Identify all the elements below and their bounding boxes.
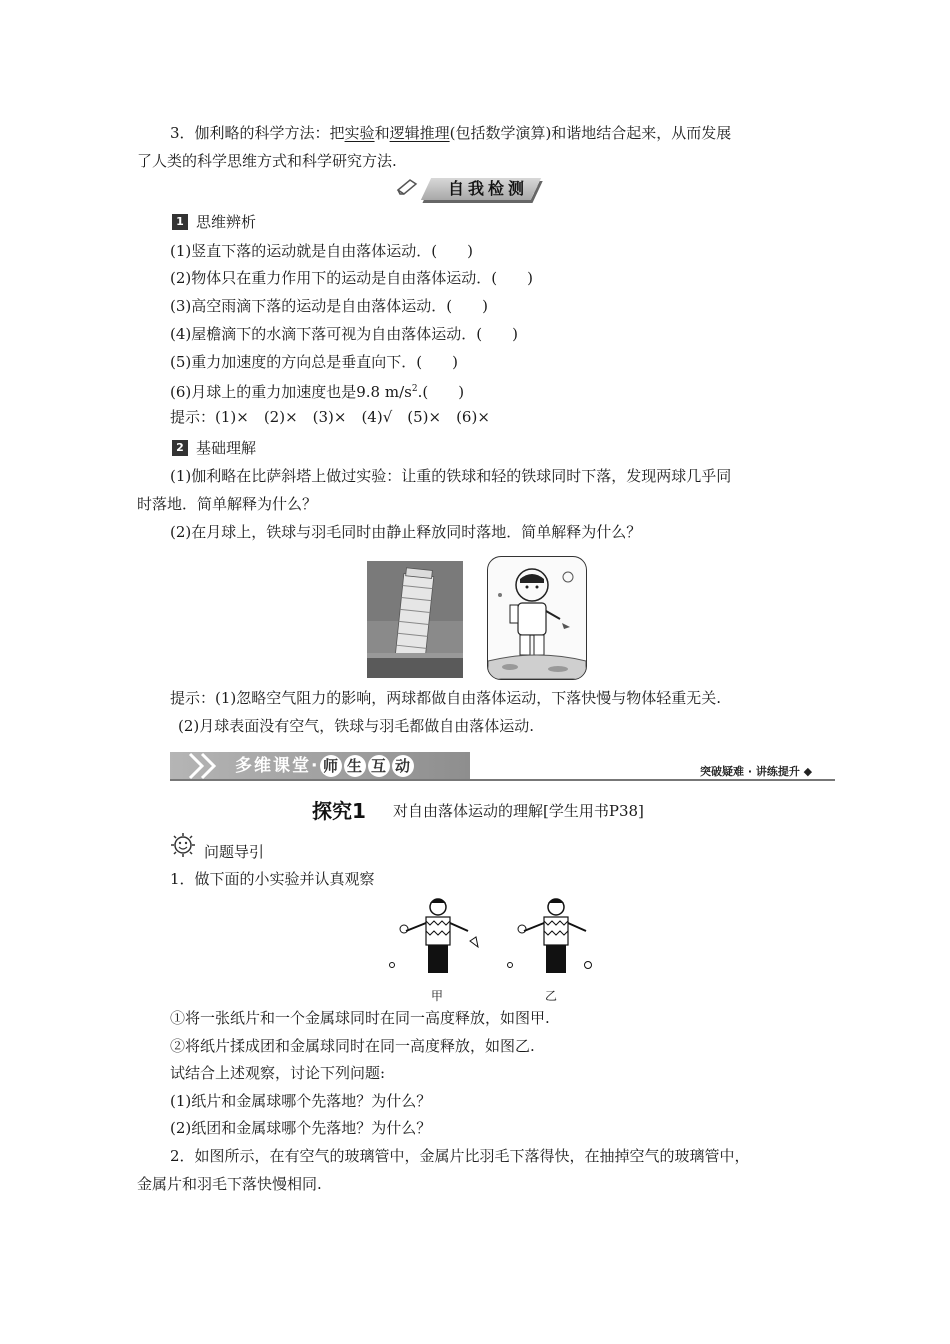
understand-q1-line2: 时落地．简单解释为什么？ — [137, 495, 318, 513]
explore-subtitle: 对自由落体运动的理解[学生用书P38] — [393, 802, 644, 820]
experiment-step-2: ②将纸片揉成团和金属球同时在同一高度释放，如图乙. — [170, 1037, 535, 1055]
underlined-experiment: 实验 — [344, 124, 375, 142]
judge-item-6 — [170, 378, 464, 403]
banner-char-4: 动 — [392, 755, 414, 777]
method-text-a: 3．伽利略的科学方法：把 — [170, 124, 345, 142]
banner-char-1: 师 — [320, 755, 342, 777]
figure-caption-a: 甲 — [431, 989, 444, 1003]
leaning-tower-image — [367, 561, 463, 678]
method-text-b: 和 — [374, 124, 390, 142]
underlined-logic: 逻辑推理 — [389, 124, 450, 142]
method-text-c: (包括数学演算)和谐地结合起来，从而发展 — [449, 124, 732, 142]
understand-hint-2: (2)月球表面没有空气，铁球与羽毛都做自由落体运动. — [178, 717, 535, 735]
judge-item-2: (2)物体只在重力作用下的运动是自由落体运动．( ) — [170, 269, 533, 287]
double-chevron-icon — [186, 752, 226, 780]
astronaut-cartoon — [487, 556, 587, 680]
experiment-figures — [386, 895, 596, 985]
leaning-tower-photo — [367, 561, 463, 678]
explore-q2-line1: 2．如图所示，在有空气的玻璃管中，金属片比羽毛下落得快，在抽掉空气的玻璃管中， — [170, 1147, 750, 1165]
self-check-banner: 自我检测 — [447, 179, 528, 198]
method-line-2: 了人类的科学思维方式和科学研究方法. — [137, 152, 397, 170]
understand-q1-line1: (1)伽利略在比萨斜塔上做过实验：让重的铁球和轻的铁球同时下落，发现两球几乎同 — [170, 467, 732, 485]
section-1-title: 思维辨析 — [196, 213, 257, 231]
classroom-banner-right: 突破疑难 · 讲练提升 ◆ — [700, 765, 813, 778]
astronaut-image — [488, 557, 586, 679]
banner-char-2: 生 — [344, 755, 366, 777]
judge-item-6-text: (6)月球上的重力加速度也是9.8 m/s — [170, 383, 412, 401]
experiment-step-1: ①将一张纸片和一个金属球同时在同一高度释放，如图甲. — [170, 1009, 550, 1027]
discuss-q2: (2)纸团和金属球哪个先落地？为什么？ — [170, 1119, 432, 1137]
understand-hint-1: 提示：(1)忽略空气阻力的影响，两球都做自由落体运动，下落快慢与物体轻重无关. — [170, 689, 722, 707]
explore-title: 探究1 — [312, 799, 366, 823]
judge-item-6-sup: 2 — [411, 384, 418, 394]
judge-hint: 提示：(1)× (2)× (3)× (4)√ (5)× (6)× — [170, 408, 490, 426]
judge-item-4: (4)屋檐滴下的水滴下落可视为自由落体运动．( ) — [170, 325, 518, 343]
section-1-mark: 1 — [172, 214, 188, 230]
method-line-1 — [170, 122, 731, 144]
discuss-q1: (1)纸片和金属球哪个先落地？为什么？ — [170, 1092, 432, 1110]
judge-item-3: (3)高空雨滴下落的运动是自由落体运动．( ) — [170, 297, 488, 315]
guide-title: 问题导引 — [204, 843, 265, 861]
sun-face-icon — [170, 832, 196, 858]
pencil-icon — [396, 176, 422, 196]
judge-item-1: (1)竖直下落的运动就是自由落体运动．( ) — [170, 242, 473, 260]
understand-q2: (2)在月球上，铁球与羽毛同时由静止释放同时落地．简单解释为什么？ — [170, 523, 642, 541]
section-2-title: 基础理解 — [196, 439, 257, 457]
explore-q1: 1．做下面的小实验并认真观察 — [170, 870, 375, 888]
banner-char-3: 互 — [368, 755, 390, 777]
judge-item-5: (5)重力加速度的方向总是垂直向下．( ) — [170, 353, 458, 371]
classroom-banner-left: 多维课堂· — [235, 756, 320, 776]
explore-q2-line2: 金属片和羽毛下落快慢相同. — [137, 1175, 322, 1193]
discuss-intro: 试结合上述观察，讨论下列问题: — [170, 1064, 386, 1082]
classroom-banner — [235, 752, 415, 780]
figure-caption-b: 乙 — [545, 989, 558, 1003]
section-2-mark: 2 — [172, 440, 188, 456]
judge-item-6-tail: .( ) — [417, 383, 465, 401]
